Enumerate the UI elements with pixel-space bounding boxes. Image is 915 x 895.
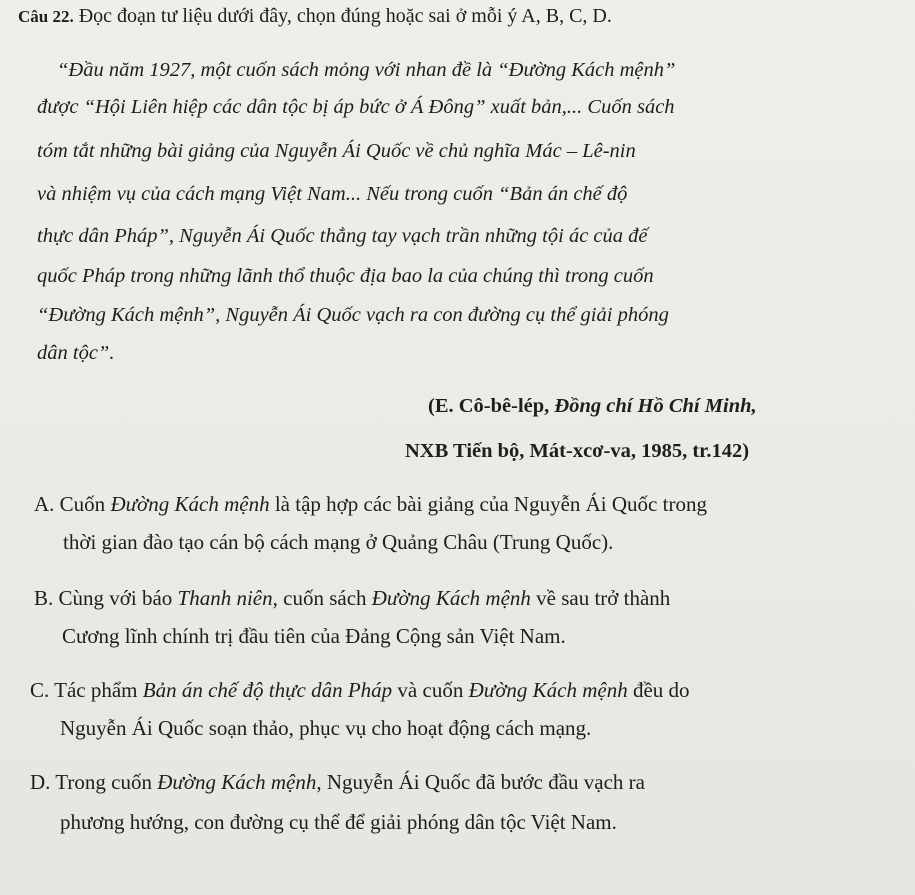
option-b-text: về sau trở thành <box>530 586 671 610</box>
passage-line-8: dân tộc”. <box>37 342 115 364</box>
question-number: Câu 22. <box>18 7 74 26</box>
option-d-line-1 <box>30 772 645 793</box>
option-c-text: và cuốn <box>392 678 469 702</box>
option-a-line-1 <box>34 494 707 515</box>
option-c-work-title: Bản án chế độ thực dân Pháp <box>142 678 393 702</box>
option-b-book-title: Đường Kách mệnh <box>371 586 531 610</box>
option-a-line-2: thời gian đào tạo cán bộ cách mạng ở Quảng Châu (Trung Quốc). <box>63 530 614 554</box>
passage-line-7: “Đường Kách mệnh”, Nguyễn Ái Quốc vạch ra con đường cụ thể giải phóng <box>37 304 669 326</box>
option-c-line-2: Nguyễn Ái Quốc soạn thảo, phục vụ cho hoạt động cách mạng. <box>60 716 592 740</box>
option-b-line-1 <box>34 588 670 609</box>
passage-line-1: “Đầu năm 1927, một cuốn sách mỏng với nhan đề là “Đường Kách mệnh” <box>57 59 676 81</box>
option-b-text: , cuốn sách <box>272 586 372 610</box>
passage-line-4: và nhiệm vụ của cách mạng Việt Nam... Nếu trong cuốn “Bản án chế độ <box>37 183 628 205</box>
passage-line-6: quốc Pháp trong những lãnh thổ thuộc địa bao la của chúng thì trong cuốn <box>37 265 654 287</box>
option-d-book-title: Đường Kách mệnh <box>157 770 317 794</box>
option-c-book-title: Đường Kách mệnh <box>468 678 628 702</box>
option-d-text: , Nguyễn Ái Quốc đã bước đầu vạch ra <box>316 770 645 794</box>
source-title: Đồng chí Hồ Chí Minh, <box>554 395 757 417</box>
passage-line-3: tóm tắt những bài giảng của Nguyễn Ái Quốc về chủ nghĩa Mác – Lê-nin <box>37 140 636 162</box>
source-author: (E. Cô-bê-lép, <box>428 395 555 417</box>
option-a-book-title: Đường Kách mệnh <box>110 492 270 516</box>
question-prompt: Đọc đoạn tư liệu dưới đây, chọn đúng hoặc sai ở mỗi ý A, B, C, D. <box>78 5 612 27</box>
source-line-2: NXB Tiến bộ, Mát-xcơ-va, 1985, tr.142) <box>405 440 750 462</box>
option-a-text: A. Cuốn <box>34 492 111 516</box>
option-d-line-2: phương hướng, con đường cụ thể để giải phóng dân tộc Việt Nam. <box>60 810 617 834</box>
option-b-line-2: Cương lĩnh chính trị đầu tiên của Đảng Cộng sản Việt Nam. <box>62 624 566 648</box>
option-a-text: là tập hợp các bài giảng của Nguyễn Ái Quốc trong <box>269 492 707 516</box>
source-line-1 <box>428 396 757 417</box>
passage-line-5: thực dân Pháp”, Nguyễn Ái Quốc thẳng tay vạch trần những tội ác của đế <box>37 225 648 247</box>
option-b-text: B. Cùng với báo <box>34 586 178 610</box>
option-b-newspaper-title: Thanh niên <box>177 586 273 610</box>
option-c-text: đều do <box>627 678 690 702</box>
option-d-text: D. Trong cuốn <box>30 770 158 794</box>
passage-line-2: được “Hội Liên hiệp các dân tộc bị áp bức ở Á Đông” xuất bản,... Cuốn sách <box>37 96 675 118</box>
option-c-text: C. Tác phẩm <box>30 678 143 702</box>
option-c-line-1 <box>30 680 690 701</box>
question-heading <box>18 6 612 26</box>
